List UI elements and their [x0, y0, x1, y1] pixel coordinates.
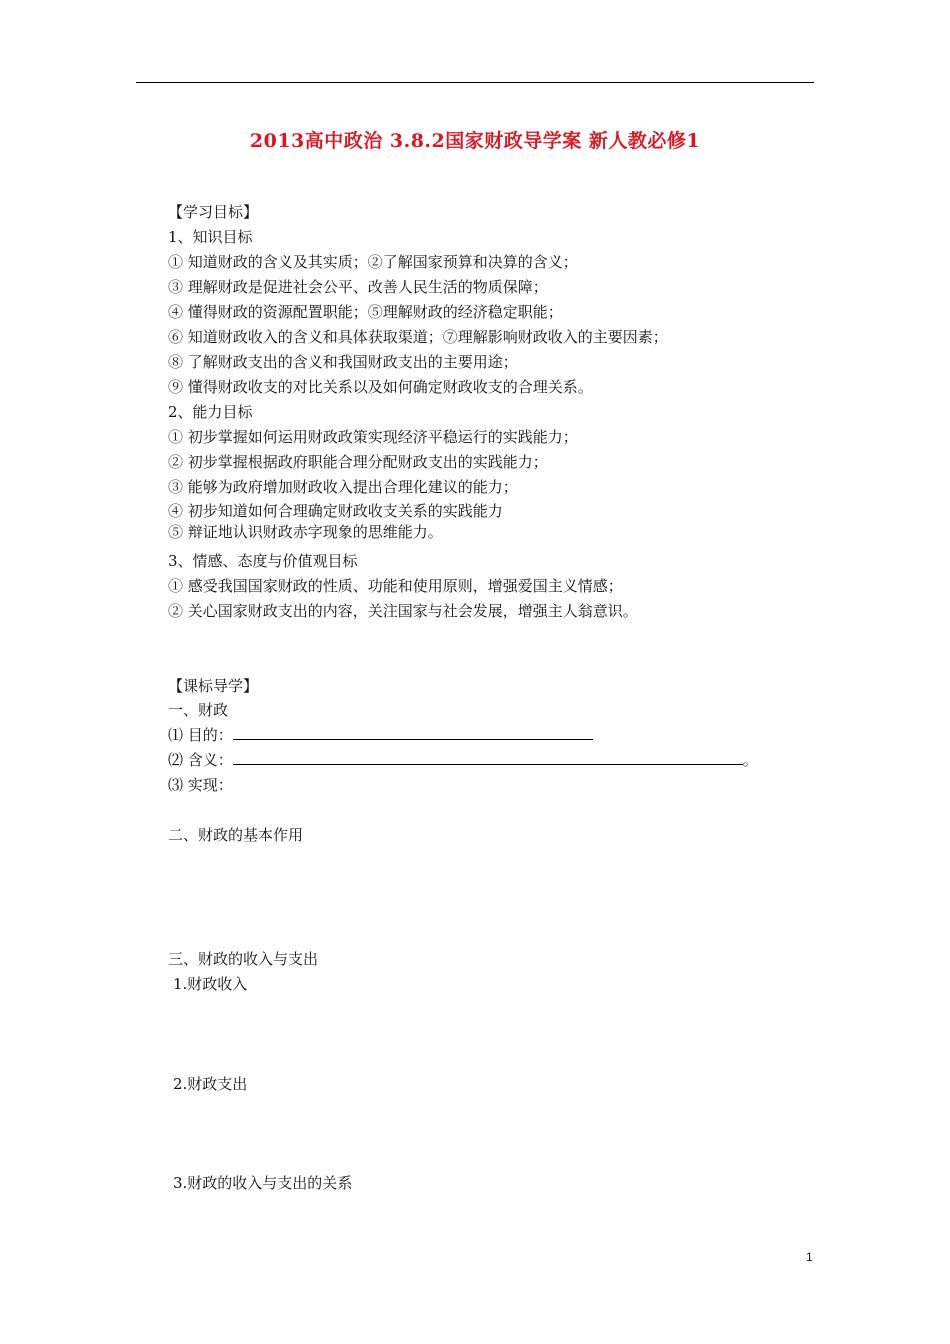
- header-rule: [136, 82, 814, 83]
- subsection-title: 2.财政支出: [173, 1075, 248, 1093]
- ability-item: ③ 能够为政府增加财政收入提出合理化建议的能力；: [168, 478, 518, 496]
- purpose-blank[interactable]: [233, 725, 593, 740]
- meaning-label: ⑵ 含义：: [168, 751, 233, 769]
- knowledge-item: ③ 理解财政是促进社会公平、改善人民生活的物质保障；: [168, 278, 548, 296]
- ability-item: ① 初步掌握如何运用财政政策实现经济平稳运行的实践能力；: [168, 428, 578, 446]
- emotion-heading: 3、情感、态度与价值观目标: [168, 552, 358, 570]
- document-title: 2013高中政治 3.8.2国家财政导学案 新人教必修1: [249, 130, 701, 152]
- knowledge-item: ⑨ 懂得财政收支的对比关系以及如何确定财政收支的合理关系。: [168, 378, 593, 396]
- knowledge-item: ① 知道财政的含义及其实质；②了解国家预算和决算的含义；: [168, 253, 578, 271]
- realization-label: ⑶ 实现：: [168, 776, 233, 794]
- ability-item: ④ 初步知道如何合理确定财政收支关系的实践能力: [168, 502, 503, 520]
- purpose-label: ⑴ 目的：: [168, 726, 233, 744]
- meaning-end-mark: 。: [742, 751, 758, 769]
- ability-heading: 2、能力目标: [168, 403, 253, 421]
- section-title: 三、财政的收入与支出: [168, 950, 319, 968]
- emotion-item: ② 关心国家财政支出的内容，关注国家与社会发展，增强主人翁意识。: [168, 602, 638, 620]
- knowledge-item: ⑥ 知道财政收入的含义和具体获取渠道；⑦理解影响财政收入的主要因素；: [168, 328, 668, 346]
- meaning-blank[interactable]: [233, 750, 743, 765]
- knowledge-item: ⑧ 了解财政支出的含义和我国财政支出的主要用途；: [168, 353, 518, 371]
- subsection-title: 3.财政的收入与支出的关系: [173, 1174, 353, 1192]
- purpose-line: [168, 725, 593, 745]
- meaning-line: [168, 750, 758, 770]
- objectives-header: 【学习目标】: [168, 203, 259, 221]
- emotion-item: ① 感受我国国家财政的性质、功能和使用原则，增强爱国主义情感；: [168, 577, 623, 595]
- section-title: 一、财政: [168, 701, 229, 719]
- subsection-title: 1.财政收入: [173, 975, 248, 993]
- knowledge-heading: 1、知识目标: [168, 228, 253, 246]
- ability-item: ② 初步掌握根据政府职能合理分配财政支出的实践能力；: [168, 453, 548, 471]
- page-number: 1: [806, 1250, 813, 1264]
- ability-item: ⑤ 辩证地认识财政赤字现象的思维能力。: [168, 523, 443, 541]
- section-title: 二、财政的基本作用: [168, 826, 304, 844]
- guide-header: 【课标导学】: [168, 677, 259, 695]
- knowledge-item: ④ 懂得财政的资源配置职能；⑤理解财政的经济稳定职能；: [168, 303, 563, 321]
